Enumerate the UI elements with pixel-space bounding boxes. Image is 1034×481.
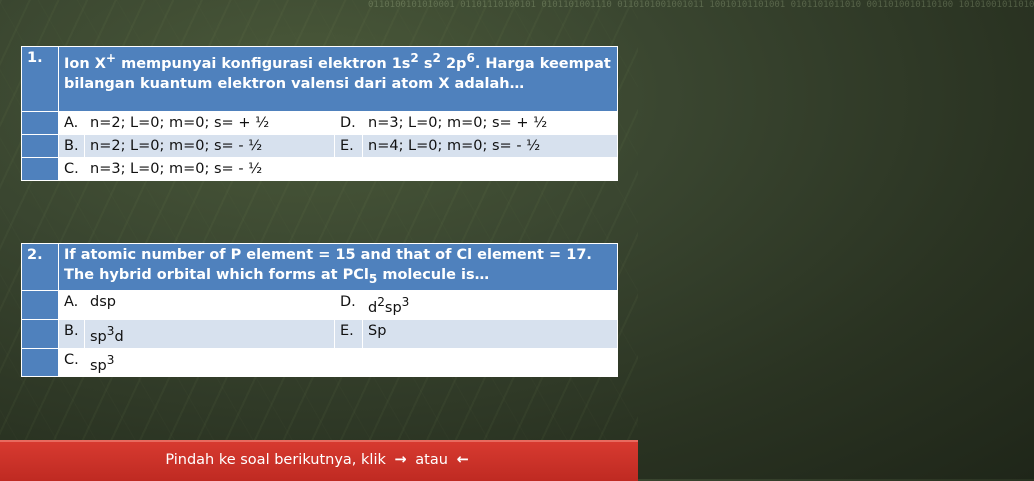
option-e-letter[interactable]: E. xyxy=(335,135,363,158)
question-1-text: Ion X+ mempunyai konfigurasi elektron $1s^2$ $s^2$ $2p^6$. Harga keempat bilangan kuantum elektron valensi dari atom X adalah… xyxy=(59,47,618,112)
footer-nav xyxy=(0,452,638,468)
question-2-row-b-e xyxy=(22,319,618,348)
q2-option-e-text[interactable]: Sp xyxy=(363,319,618,348)
question-2-table xyxy=(21,243,618,377)
arrow-left-icon[interactable]: ← xyxy=(456,452,469,468)
q2-option-b-text[interactable]: $sp^3d$ xyxy=(85,319,335,348)
question-1-table xyxy=(21,46,618,181)
option-e-text[interactable]: n=4; L=0; m=0; s= - ½ xyxy=(363,135,618,158)
q2-option-a-letter[interactable]: A. xyxy=(59,290,85,319)
option-a-letter[interactable]: A. xyxy=(59,112,85,135)
q2-option-a-text[interactable]: dsp xyxy=(85,290,335,319)
question-1-header xyxy=(22,47,618,112)
option-d-text[interactable]: n=3; L=0; m=0; s= + ½ xyxy=(363,112,618,135)
footer-text: Pindah ke soal berikutnya, klik xyxy=(165,452,386,468)
question-2-text: If atomic number of P element = 15 and that of Cl element = 17. The hybrid orbital which forms at PCl$_5$ molecule is… xyxy=(59,244,618,291)
q2-option-c-text[interactable]: $sp^3$ xyxy=(85,348,335,377)
option-b-letter[interactable]: B. xyxy=(59,135,85,158)
question-1-row-c xyxy=(22,158,618,181)
arrow-right-icon[interactable]: → xyxy=(394,452,407,468)
question-2-header xyxy=(22,244,618,291)
q2-option-e-letter[interactable]: E. xyxy=(335,319,363,348)
q2-option-b-letter[interactable]: B. xyxy=(59,319,85,348)
question-2-number: 2. xyxy=(22,244,59,291)
option-a-text[interactable]: n=2; L=0; m=0; s= + ½ xyxy=(85,112,335,135)
question-1-row-a-d xyxy=(22,112,618,135)
background-binary-text: 0110100101010001 01101110100101 0101101001110 0110101001001011 10010101101001 0101101011010 0011010010110100 10101001011010 xyxy=(368,0,1034,10)
question-1-number: 1. xyxy=(22,47,59,112)
question-2-row-c xyxy=(22,348,618,377)
option-d-letter[interactable]: D. xyxy=(335,112,363,135)
q2-option-c-letter[interactable]: C. xyxy=(59,348,85,377)
option-b-text[interactable]: n=2; L=0; m=0; s= - ½ xyxy=(85,135,335,158)
footer-or: atau xyxy=(415,452,448,468)
option-c-text[interactable]: n=3; L=0; m=0; s= - ½ xyxy=(85,158,335,181)
option-c-letter[interactable]: C. xyxy=(59,158,85,181)
question-2-row-a-d xyxy=(22,290,618,319)
question-1-row-b-e xyxy=(22,135,618,158)
q2-option-d-text[interactable]: $d^2sp^3$ xyxy=(363,290,618,319)
q2-option-d-letter[interactable]: D. xyxy=(335,290,363,319)
